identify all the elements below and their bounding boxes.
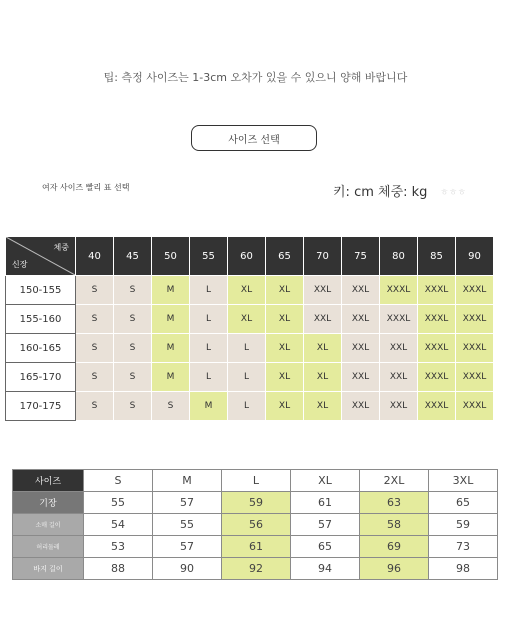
size-cell: XXXL <box>456 363 494 392</box>
height-range-cell: 150-155 <box>6 276 76 305</box>
size-cell: XXXL <box>456 305 494 334</box>
size-cell: S <box>76 392 114 421</box>
quick-size-row <box>6 363 494 392</box>
size-cell: L <box>190 334 228 363</box>
size-cell: XXXL <box>456 276 494 305</box>
measure-row-waist <box>13 536 498 558</box>
size-cell: M <box>190 392 228 421</box>
height-range-cell: 160-165 <box>6 334 76 363</box>
size-header-row <box>13 470 498 492</box>
measure-cell: 69 <box>360 536 429 558</box>
size-cell: L <box>228 392 266 421</box>
size-cell: XXL <box>380 392 418 421</box>
size-cell: S <box>76 276 114 305</box>
size-cell: XL <box>266 392 304 421</box>
measure-cell: 88 <box>84 558 153 580</box>
size-cell: XL <box>304 392 342 421</box>
measure-cell: 61 <box>222 536 291 558</box>
size-cell: XXXL <box>418 305 456 334</box>
measure-cell: 90 <box>153 558 222 580</box>
size-cell: S <box>76 305 114 334</box>
size-cell: XL <box>266 334 304 363</box>
size-header-cell: 2XL <box>360 470 429 492</box>
size-cell: S <box>114 334 152 363</box>
size-header-cell: S <box>84 470 153 492</box>
size-cell: S <box>76 334 114 363</box>
weight-header-cell: 45 <box>114 237 152 276</box>
size-cell: XXXL <box>418 334 456 363</box>
quick-size-row <box>6 392 494 421</box>
measure-cell: 54 <box>84 514 153 536</box>
size-select-button[interactable] <box>191 125 317 151</box>
size-header-cell: M <box>153 470 222 492</box>
measure-cell: 58 <box>360 514 429 536</box>
measure-cell: 98 <box>429 558 498 580</box>
quick-size-row <box>6 276 494 305</box>
size-cell: XXL <box>342 363 380 392</box>
size-cell: XXL <box>380 363 418 392</box>
measure-cell: 59 <box>429 514 498 536</box>
size-cell: XXXL <box>456 392 494 421</box>
weight-header-cell: 70 <box>304 237 342 276</box>
quick-chart-label: 여자 사이즈 빨리 표 선택 <box>42 183 130 192</box>
measure-row-label: 소매 길이 <box>13 514 84 536</box>
size-cell: XXL <box>304 305 342 334</box>
measure-cell: 65 <box>429 492 498 514</box>
size-cell: XXL <box>342 334 380 363</box>
quick-size-row <box>6 334 494 363</box>
weight-header-cell: 60 <box>228 237 266 276</box>
weight-header-cell: 85 <box>418 237 456 276</box>
size-cell: L <box>228 334 266 363</box>
size-cell: XXXL <box>418 392 456 421</box>
measure-cell: 92 <box>222 558 291 580</box>
measurement-table <box>12 469 498 580</box>
size-cell: XL <box>266 305 304 334</box>
size-cell: XL <box>304 363 342 392</box>
weight-header-cell: 80 <box>380 237 418 276</box>
size-cell: M <box>152 334 190 363</box>
weight-header-cell: 90 <box>456 237 494 276</box>
weight-header-cell: 40 <box>76 237 114 276</box>
size-cell: S <box>114 392 152 421</box>
measure-row-label: 기장 <box>13 492 84 514</box>
measure-row-sleeve <box>13 514 498 536</box>
measure-cell: 61 <box>291 492 360 514</box>
measurement-notice: 팁: 측정 사이즈는 1-3cm 오차가 있을 수 있으니 양해 바랍니다 <box>103 71 408 84</box>
measure-cell: 57 <box>291 514 360 536</box>
measure-row-pants-length <box>13 558 498 580</box>
measure-cell: 59 <box>222 492 291 514</box>
quick-size-table <box>5 236 494 421</box>
unit-ghost-text: ㅎㅎㅎ <box>440 188 467 198</box>
weight-header-cell: 75 <box>342 237 380 276</box>
measure-cell: 63 <box>360 492 429 514</box>
height-range-cell: 155-160 <box>6 305 76 334</box>
size-cell: XL <box>266 363 304 392</box>
size-cell: XXL <box>380 334 418 363</box>
size-cell: L <box>228 363 266 392</box>
measure-cell: 56 <box>222 514 291 536</box>
quick-size-body <box>6 276 494 421</box>
measure-cell: 57 <box>153 492 222 514</box>
measure-cell: 96 <box>360 558 429 580</box>
quick-size-row <box>6 305 494 334</box>
height-range-cell: 165-170 <box>6 363 76 392</box>
size-cell: XXXL <box>456 334 494 363</box>
size-header-cell: 3XL <box>429 470 498 492</box>
size-cell: XL <box>228 305 266 334</box>
size-cell: L <box>190 305 228 334</box>
measure-cell: 65 <box>291 536 360 558</box>
measure-row-label: 바지 길이 <box>13 558 84 580</box>
size-cell: L <box>190 276 228 305</box>
size-header-cell: L <box>222 470 291 492</box>
weight-header-cell: 55 <box>190 237 228 276</box>
measure-cell: 53 <box>84 536 153 558</box>
size-header-label: 사이즈 <box>13 470 84 492</box>
size-select-label: 사이즈 선택 <box>228 134 280 146</box>
weight-header-cell: 65 <box>266 237 304 276</box>
unit-label: 키: cm 체중: kg <box>333 185 428 200</box>
size-cell: XXL <box>342 276 380 305</box>
measure-cell: 57 <box>153 536 222 558</box>
size-cell: M <box>152 363 190 392</box>
size-cell: XXL <box>304 276 342 305</box>
size-cell: M <box>152 276 190 305</box>
size-cell: XXXL <box>380 276 418 305</box>
size-cell: XXL <box>342 392 380 421</box>
measure-row-length <box>13 492 498 514</box>
size-header-cell: XL <box>291 470 360 492</box>
size-cell: XL <box>304 334 342 363</box>
size-cell: XL <box>266 276 304 305</box>
measure-cell: 73 <box>429 536 498 558</box>
size-cell: S <box>114 305 152 334</box>
table-corner-header <box>6 237 76 276</box>
measure-row-label: 허리둘레 <box>13 536 84 558</box>
size-cell: XL <box>228 276 266 305</box>
size-cell: XXXL <box>418 276 456 305</box>
weight-axis-label: 체중 <box>53 243 69 252</box>
height-range-cell: 170-175 <box>6 392 76 421</box>
size-cell: S <box>114 363 152 392</box>
size-cell: S <box>152 392 190 421</box>
height-axis-label: 신장 <box>12 260 28 269</box>
weight-header-row <box>6 237 494 276</box>
size-cell: S <box>76 363 114 392</box>
size-cell: XXXL <box>418 363 456 392</box>
size-cell: L <box>190 363 228 392</box>
measure-cell: 55 <box>84 492 153 514</box>
size-cell: S <box>114 276 152 305</box>
measure-cell: 55 <box>153 514 222 536</box>
size-cell: XXXL <box>380 305 418 334</box>
size-cell: XXL <box>342 305 380 334</box>
weight-header-cell: 50 <box>152 237 190 276</box>
size-cell: M <box>152 305 190 334</box>
measure-cell: 94 <box>291 558 360 580</box>
